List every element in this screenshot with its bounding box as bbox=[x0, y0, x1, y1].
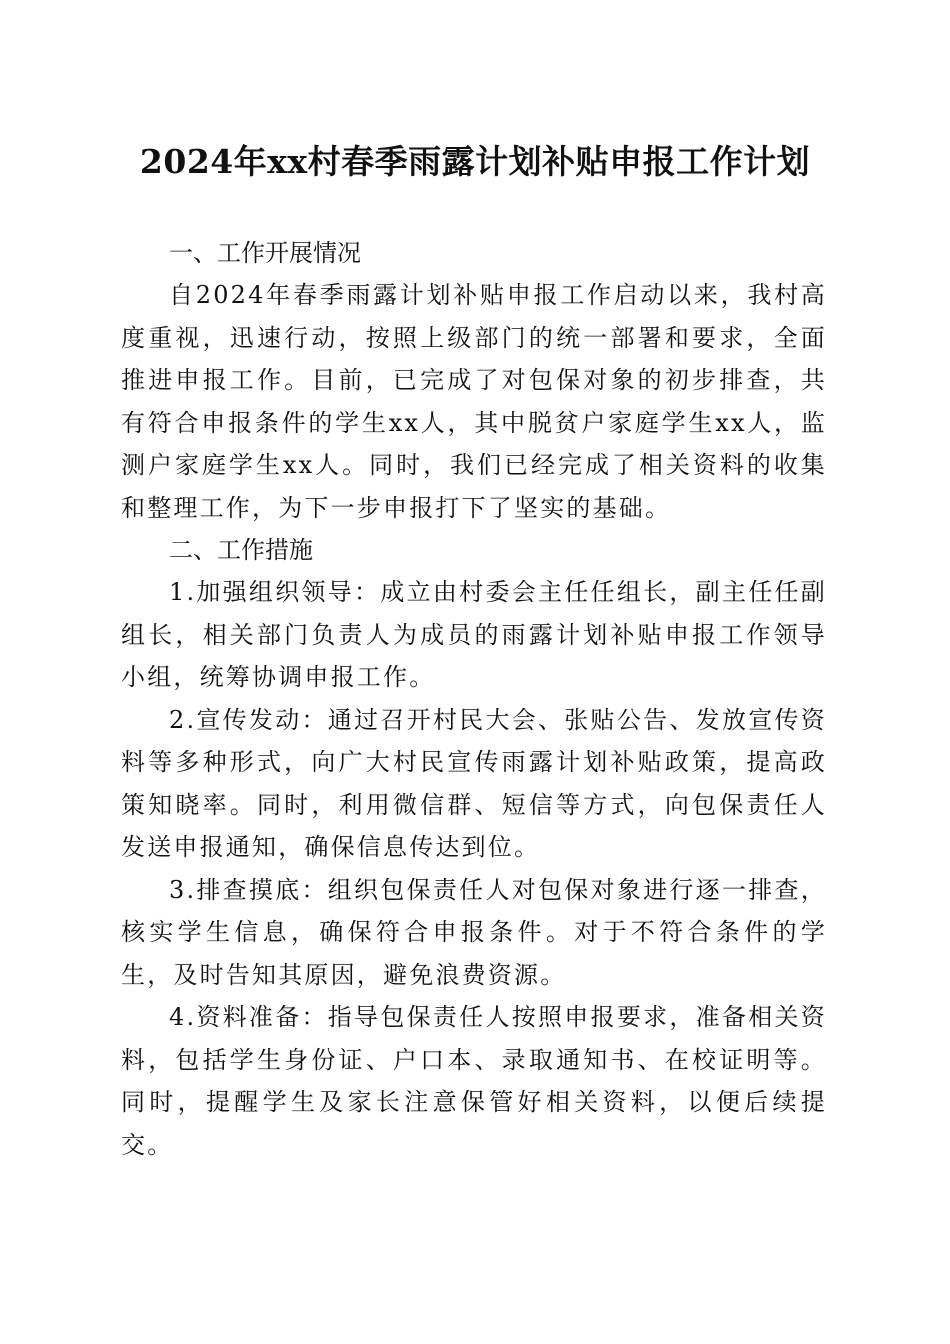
document-title: 2024年xx村春季雨露计划补贴申报工作计划 bbox=[139, 142, 811, 181]
paragraph-measure-3: 3.排查摸底：组织包保责任人对包保对象进行逐一排查，核实学生信息，确保符合申报条件。对于不符合条件的学生，及时告知其原因，避免浪费资源。 bbox=[121, 875, 827, 989]
paragraph-measure-2: 2.宣传发动：通过召开村民大会、张贴公告、发放宣传资料等多种形式，向广大村民宣传雨露计划补贴政策，提高政策知晓率。同时，利用微信群、短信等方式，向包保责任人发送申报通知，确保信息传达到位。 bbox=[121, 705, 827, 861]
section-heading-2: 二、工作措施 bbox=[169, 536, 313, 564]
section-heading-1: 一、工作开展情况 bbox=[169, 239, 361, 267]
paragraph-measure-4: 4.资料准备：指导包保责任人按照申报要求，准备相关资料，包括学生身份证、户口本、录取通知书、在校证明等。同时，提醒学生及家长注意保管好相关资料，以便后续提交。 bbox=[121, 1003, 827, 1159]
document-body bbox=[121, 232, 827, 1166]
paragraph-measure-1: 1.加强组织领导：成立由村委会主任任组长，副主任任副组长，相关部门负责人为成员的雨露计划补贴申报工作领导小组，统筹协调申报工作。 bbox=[121, 578, 827, 691]
paragraph-work-status: 自2024年春季雨露计划补贴申报工作启动以来，我村高度重视，迅速行动，按照上级部门的统一部署和要求，全面推进申报工作。目前，已完成了对包保对象的初步排查，共有符合申报条件的学生xx人，其中脱贫户家庭学生xx人，监测户家庭学生xx人。同时，我们已经完成了相关资料的收集和整理工作，为下一步申报打下了坚实的基础。 bbox=[121, 281, 827, 522]
